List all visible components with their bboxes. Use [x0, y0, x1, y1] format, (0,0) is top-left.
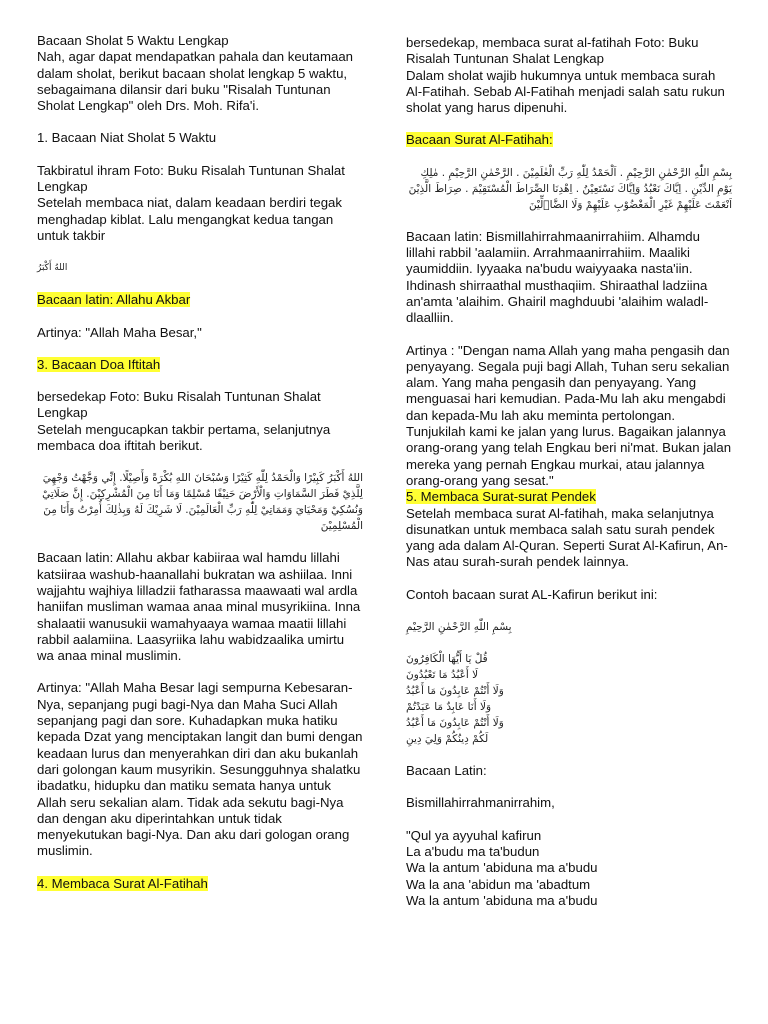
takbir-latin-highlight: Bacaan latin: Allahu Akbar	[37, 292, 191, 308]
fatihah-meaning: Artinya : "Dengan nama Allah yang maha pengasih dan penyayang. Segala puji bagi Allah, Tuhan seru sekalian alam. Yang maha pengasih dan penyayang. Yang menguasai hari kemudian. Pada-Mu lah aku mengabdi dan kepada-Mu lah aku meminta pertolongan. Tunjukilah kami ke jalan yang lurus. Bagaikan jalannya orang-orang yang telah Engkau beri ni'mat. Bukan jalan mereka yang pernah Engkau murkai, atau jalannya orang-orang yang sesat."	[406, 342, 732, 488]
latin-basmalah: Bismillahirrahmanirrahim,	[406, 795, 555, 811]
takbir-arabic: اللهُ أَكْبَرُ	[37, 263, 68, 274]
takbir-photo-caption: Takbiratul ihram Foto: Buku Risalah Tuntunan Shalat Lengkap	[37, 162, 345, 195]
iftitah-photo-caption: bersedekap Foto: Buku Risalah Tuntunan Shalat Lengkap	[37, 389, 321, 421]
takbir-meaning: Artinya: "Allah Maha Besar,"	[37, 324, 202, 340]
takbir-paragraph: Setelah membaca niat, dalam keadaan berdiri tegak menghadap kiblat. Lalu mengangkat kedua tangan untuk takbir	[37, 195, 342, 243]
iftitah-latin: Bacaan latin: Allahu akbar kabiiraa wal hamdu lillahi katsiiraa washub-haanallahi bukratan wa ashiilaa. Inni wajjahtu wajhiya lilladzii fatharassa maawaati wal ardla haniifan musliman wamaa anaa minal musyrikiina. Inna shalaatii wanusukii wamahyaaya wamaa maatii lillahi rabbil aalamiina. Laasyriika lahu wabidzaalika umirtu wa anaa minal muslimin.	[37, 550, 361, 664]
intro-paragraph: Nah, agar dapat mendapatkan pahala dan keutamaan dalam sholat, berikut bacaan sholat lengkap 5 waktu, sebagaimana dilansir dari buku "Risalah Tuntunan Sholat Lengkap" oleh Drs. Moh. Rifa'i.	[37, 49, 354, 114]
section-5-paragraph: Setelah membaca surat Al-fatihah, maka selanjutnya disunatkan untuk membaca salah satu surah pendek yang ada dalam Al-Quran. Seperti Surat Al-Kafirun, An-Nas atau surah-surah pendek lainnya.	[406, 505, 728, 570]
fatihah-arabic: بِسْمِ اللّٰهِ الرَّحْمٰنِ الرَّحِيْمِ . اَلْحَمْدُ لِلّٰهِ رَبِّ الْعٰلَمِيْنَ . الرَّحْمٰنِ الرَّحِيْمِ . مٰلِكِ يَوْمِ الدِّيْنِ . اِيَّاكَ نَعْبُدُ وَاِيَّاكَ نَسْتَعِيْنُ . اِهْدِنَا الصِّرَاطَ الْمُسْتَقِيْمَ . صِرَاطَ الَّذِيْنَ اَنْعَمْتَ عَلَيْهِمْ غَيْرِ الْمَغْضُوْبِ عَلَيْهِمْ وَلَا الضَّاۤلِّيْنَ	[408, 166, 732, 211]
kafirun-arabic: قُلْ يَا أَيُّهَا الْكَافِرُونَ لَا أَعْبُدُ مَا تَعْبُدُونَ وَلَا أَنْتُمْ عَابِدُونَ مَا أَعْبُدُ وَلَا أَنَا عَابِدٌ مَا عَبَدْتُمْ وَلَا أَنْتُمْ عَابِدُونَ مَا أَعْبُدُ لَكُمْ دِينُكُمْ وَلِيَ دِينِ	[406, 653, 504, 746]
fatihah-photo-caption: bersedekap, membaca surat al-fatihah Foto: Buku Risalah Tuntunan Shalat Lengkap	[406, 35, 699, 67]
basmalah-arabic: بِسْمِ اللّٰهِ الرَّحْمٰنِ الرَّحِيْمِ	[406, 621, 512, 634]
fatihah-paragraph: Dalam sholat wajib hukumnya untuk membaca surah Al-Fatihah. Sebab Al-Fatihah menjadi salah satu rukun sholat yang harus dipenuhi.	[406, 67, 725, 116]
left-column	[37, 33, 363, 908]
article-title: Bacaan Sholat 5 Waktu Lengkap	[37, 33, 229, 48]
iftitah-meaning: Artinya: "Allah Maha Besar lagi sempurna Kebesaran-Nya, sepanjang pugi bagi-Nya dan Maha Suci Allah sepanjang pagi dan sore. Kuhadapkan muka hatiku kepada Dzat yang menciptakan langit dan bumi dengan keadaan lurus dan menyerahkan diri dan aku bukanlah dari golongan kaum musyrikin. Sesungguhnya shalatku ibadatku, hidupku dan matiku semata hanya untuk Allah seru sekalian alam. Tidak ada sekutu bagi-Nya dan dengan aku diperintahkan untuk tidak menyekutukan bagi-Nya. Dan aku dari gologan orang muslimin.	[37, 680, 363, 859]
section-5-heading: 5. Membaca Surat-surat Pendek	[406, 489, 596, 505]
kafirun-latin: "Qul ya ayyuhal kafirun La a'budu ma ta'budun Wa la antum 'abiduna ma a'budu Wa la ana 'abidun ma 'abadtum Wa la antum 'abiduna ma a'budu	[406, 827, 598, 908]
latin-heading: Bacaan Latin:	[406, 763, 487, 779]
section-3-heading: 3. Bacaan Doa Iftitah	[37, 356, 161, 372]
fatihah-heading: Bacaan Surat Al-Fatihah:	[406, 132, 553, 148]
section-1-heading: 1. Bacaan Niat Sholat 5 Waktu	[37, 130, 217, 146]
iftitah-paragraph: Setelah mengucapkan takbir pertama, selanjutnya membaca doa iftitah berikut.	[37, 421, 331, 454]
section-4-heading: 4. Membaca Surat Al-Fatihah	[37, 875, 208, 891]
iftitah-arabic: اللهُ أَكْبَرُ كَبِيْرًا وَالْحَمْدُ لِلّٰهِ كَثِيْرًا وَسُبْحَانَ اللهِ بُكْرَةً وَأَصِيْلًا. إِنِّي وَجَّهْتُ وَجْهِيَ لِلَّذِيْ فَطَرَ السَّمَاوَاتِ وَالْأَرْضَ حَنِيْفًا مُسْلِمًا وَمَا أَنَا مِنَ الْمُشْرِكِيْنَ. إِنَّ صَلَاتِيْ وَنُسُكِيْ وَمَحْيَايَ وَمَمَاتِيْ لِلّٰهِ رَبِّ الْعَالَمِيْنَ. لَا شَرِيْكَ لَهُ وَبِذٰلِكَ أُمِرْتُ وَأَنَا مِنَ الْمُسْلِمِيْنَ	[42, 472, 363, 533]
right-column	[406, 35, 732, 909]
fatihah-latin: Bacaan latin: Bismillahirrahmaanirrahiim. Alhamdu lillahi rabbil 'aalamiin. Arrahmaanirrahiim. Maaliki yaumiddiin. Iyyaaka na'budu waiyyaaka nasta'iin. Ihdinash shirraathal musthaqiim. Shiraathal ladziina an'amta 'alaihim. Ghairil maghduubi 'alaihim waladl-dlaalliin.	[406, 228, 709, 326]
kafirun-intro: Contoh bacaan surat AL-Kafirun berikut ini:	[406, 586, 658, 602]
